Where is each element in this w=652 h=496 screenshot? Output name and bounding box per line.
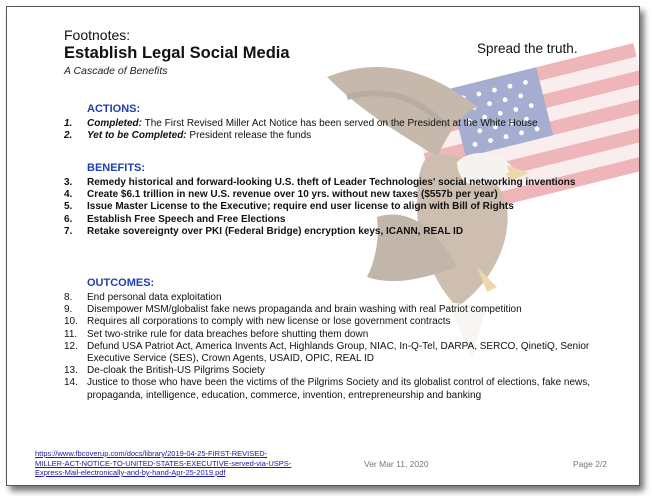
item-text: Remedy historical and forward-looking U.S. theft of Leader Technologies' social networking inventions (87, 177, 576, 188)
link-line: MILLER-ACT-NOTICE-TO-UNITED-STATES-EXECUTIVE-served-via-USPS- (35, 458, 292, 468)
list-item (64, 118, 624, 130)
item-lead: Completed: (87, 118, 142, 129)
item-text: Defund USA Patriot Act, America Invents Act, Highlands Group, NIAC, In-Q-Tel, DARPA, SERCO, QinetiQ, Senior Executive Service (SES), Crown Agents, USAID, OPIC, REAL ID (87, 340, 590, 365)
list-item (64, 292, 624, 304)
list-item (64, 377, 624, 401)
item-text: Set two-strike rule for data breaches before shutting them down (87, 328, 369, 340)
list-item (64, 214, 624, 226)
item-text: De-cloak the British-US Pilgrims Society (87, 365, 265, 377)
page-number: Page 2/2 (573, 459, 608, 469)
list-item (64, 304, 624, 316)
page-subtitle: A Cascade of Benefits (64, 65, 168, 77)
item-number: 2. (64, 130, 73, 142)
list-item (64, 341, 624, 365)
actions-list (64, 118, 624, 142)
list-item (64, 177, 624, 189)
item-text: Justice to those who have been the victims of the Pilgrims Society and its globalist control of elections, fake news, propaganda, intelligence, education, commerce, invention, entrepreneurship and banking (87, 377, 591, 401)
item-number: 14. (64, 377, 78, 389)
benefits-list (64, 177, 624, 238)
tagline: Spread the truth. (477, 41, 578, 56)
list-item (64, 201, 624, 213)
item-text (87, 130, 624, 142)
item-number: 3. (64, 177, 73, 188)
item-number: 1. (64, 118, 73, 129)
item-number: 6. (64, 213, 73, 225)
item-body: The First Revised Miller Act Notice has been served on the President at the White House (142, 118, 538, 129)
item-number: 4. (64, 189, 73, 201)
item-number: 10. (64, 316, 78, 328)
page-title: Establish Legal Social Media (64, 44, 290, 62)
item-text: Retake sovereignty over PKI (Federal Bridge) encryption keys, ICANN, REAL ID (87, 225, 464, 237)
list-item (64, 365, 624, 377)
item-body: President release the funds (186, 130, 312, 142)
benefits-heading: BENEFITS: (87, 162, 146, 174)
list-item (64, 329, 624, 341)
list-item (64, 130, 624, 142)
item-number: 12. (64, 340, 78, 352)
slide-content (7, 7, 639, 485)
item-text: Disempower MSM/globalist fake news propaganda and brain washing with real Patriot competition (87, 304, 522, 316)
item-number: 13. (64, 365, 78, 377)
list-item (64, 226, 624, 238)
item-lead: Yet to be Completed: (87, 130, 187, 142)
item-text: Requires all corporations to comply with new license or lose government contracts (87, 316, 451, 328)
outcomes-list (64, 292, 624, 402)
list-item (64, 316, 624, 328)
footnotes-label: Footnotes: (64, 27, 131, 43)
item-number: 8. (64, 292, 73, 303)
link-line: Express-Mail-electronically-and-by-hand-Apr-25-2019.pdf (35, 468, 226, 477)
source-document-link[interactable] (35, 449, 335, 478)
item-text: Create $6.1 trillion in new U.S. revenue over 10 yrs. without new taxes ($557b per year) (87, 189, 498, 201)
item-text: End personal data exploitation (87, 292, 222, 303)
item-number: 5. (64, 201, 73, 213)
item-text: Issue Master License to the Executive; require end user license to align with Bill of Rights (87, 201, 514, 213)
item-text: Establish Free Speech and Free Elections (87, 213, 286, 225)
link-line: https://www.fbcoverup.com/docs/library/2019-04-25-FIRST-REVISED- (35, 449, 268, 458)
list-item (64, 189, 624, 201)
item-number: 11. (64, 328, 78, 340)
item-text (87, 118, 624, 130)
actions-heading: ACTIONS: (87, 103, 141, 115)
outcomes-heading: OUTCOMES: (87, 277, 155, 289)
item-number: 9. (64, 304, 73, 316)
slide (6, 6, 640, 486)
item-number: 7. (64, 225, 73, 237)
version-label: Ver Mar 11, 2020 (364, 459, 429, 469)
